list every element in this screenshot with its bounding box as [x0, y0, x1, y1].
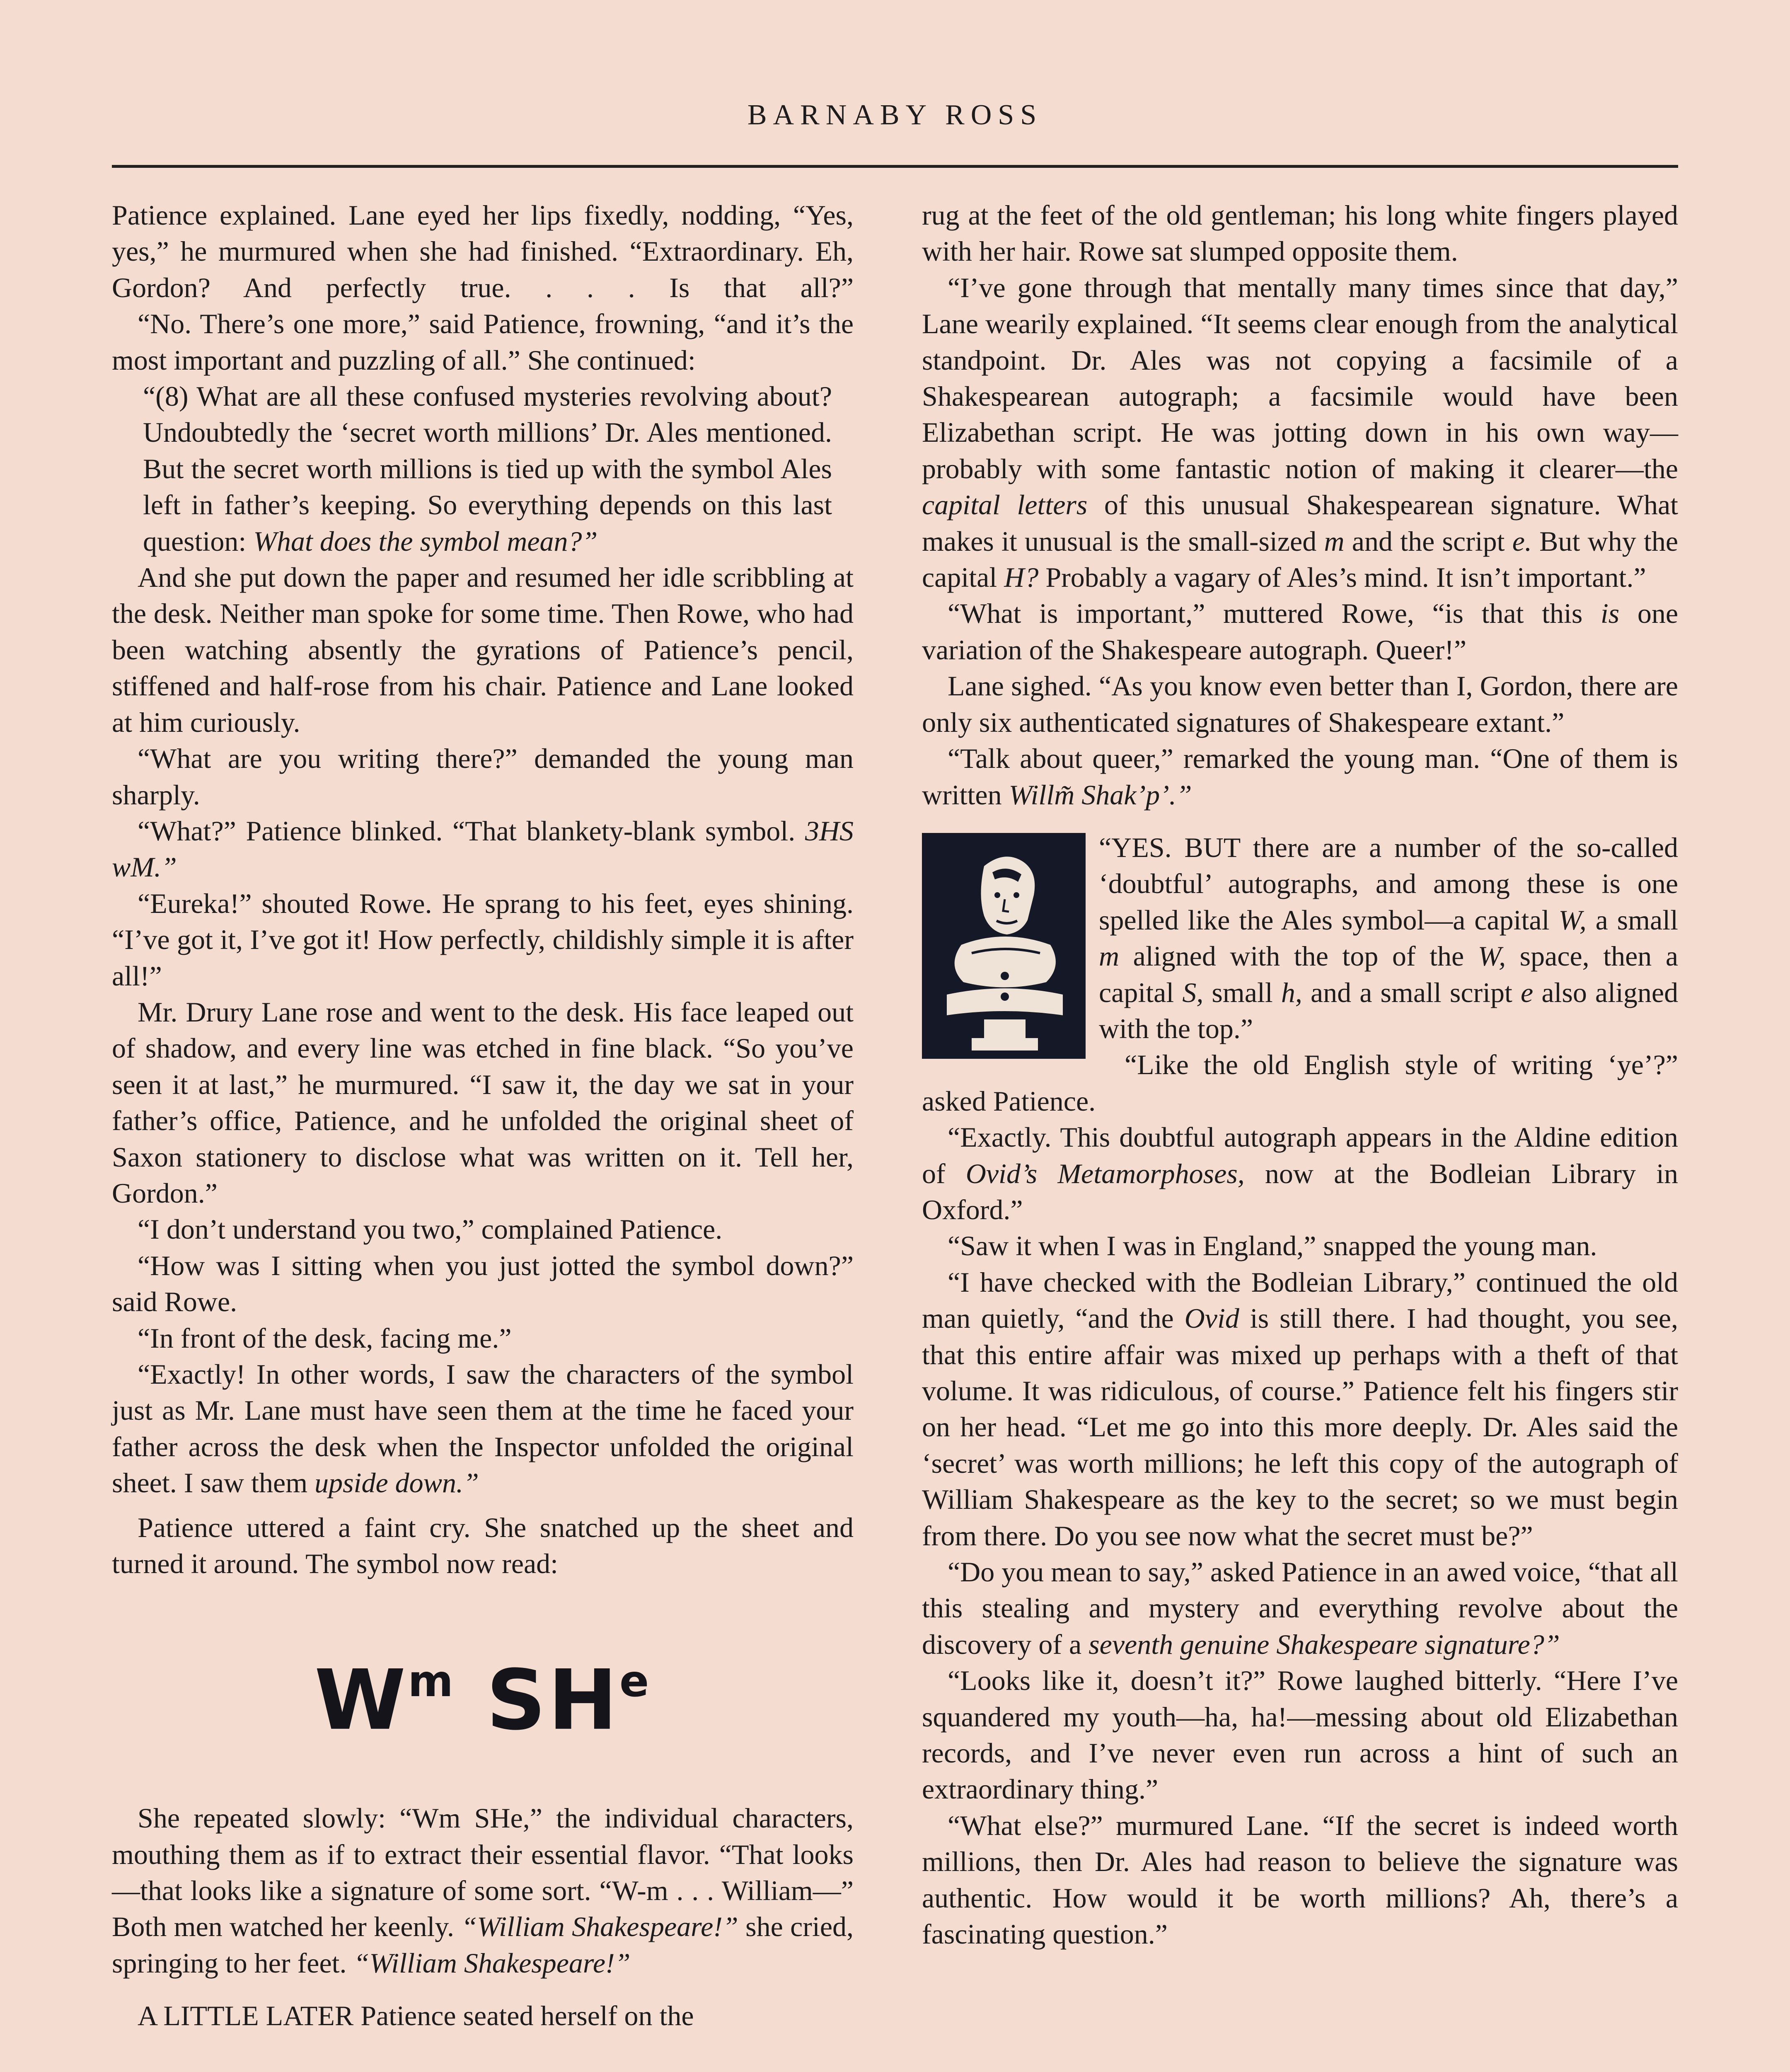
paragraph: A LITTLE LATER Patience seated herself on the — [138, 2000, 694, 2032]
paragraph: “What is important,” muttered Rowe, “is that this is one variation of the Shakespeare autograph. Queer!” — [922, 598, 1679, 666]
paragraph: “Like the old English style of writing ‘ye’?” asked Patience. — [922, 1049, 1678, 1117]
paragraph: “What are you writing there?” demanded the young man sharply. — [112, 743, 854, 811]
paragraph: “Exactly. This doubtful autograph appears in the Aldine edition of Ovid’s Metamorphoses, now at the Bodleian Library in Oxford.” — [922, 1121, 1678, 1225]
paragraph: “How was I sitting when you just jotted the symbol down?” said Rowe. — [112, 1249, 854, 1318]
paragraph: Patience explained. Lane eyed her lips fixedly, nodding, “Yes, yes,” he murmured when she had finished. “Extraordinary. Eh, Gordon? And perfectly true. . . . Is that all?” — [112, 199, 854, 303]
quoted-note: “(8) What are all these confused mysteries revolving about? Undoubtedly the ‘secret worth millions’ Dr. Ales mentioned. But the secret worth millions is tied up with the symbol Ales left in father’s keeping. So everything depends on this last question: What does the symbol mean?” — [143, 380, 832, 557]
paragraph: “What else?” murmured Lane. “If the secret is indeed worth millions, then Dr. Ales had reason to believe the signature was authentic. How would it be worth millions? Ah, there’s a fascinating question.” — [922, 1809, 1678, 1950]
paragraph: Lane sighed. “As you know even better than I, Gordon, there are only six authenticated signatures of Shakespeare extant.” — [922, 670, 1678, 738]
paragraph: “Saw it when I was in England,” snapped the young man. — [948, 1230, 1597, 1262]
header-rule — [112, 165, 1678, 168]
paragraph: “Do you mean to say,” asked Patience in an awed voice, “that all this stealing and mystery and everything revolve about the discovery of a seventh genuine Shakespeare signature?” — [922, 1556, 1678, 1660]
paragraph: “YES. BUT there are a number of the so-called ‘doubtful’ autographs, and among these is one spelled like the Ales symbol—a capital W, a small m aligned with the top of the W, space, then a capital S, small h, and a small script e also aligned with the top.” — [922, 830, 1678, 1047]
paragraph: “No. There’s one more,” said Patience, frowning, “and it’s the most important and puzzling of all.” She continued: — [112, 308, 854, 376]
shakespeare-portrait-icon — [922, 833, 1086, 1059]
paragraph: “Looks like it, doesn’t it?” Rowe laughed bitterly. “Here I’ve squandered my youth—ha, ha!—messing about old Elizabethan records, and I’ve never even run across a hint of such an extraordinary thing.” — [922, 1665, 1678, 1805]
paragraph: “Eureka!” shouted Rowe. He sprang to his feet, eyes shining. “I’ve got it, I’ve got it! How perfectly, childishly simple it is after all!” — [112, 887, 854, 992]
paragraph: Patience uttered a faint cry. She snatched up the sheet and turned it around. The symbol now read: — [112, 1511, 854, 1580]
left-column — [112, 197, 854, 2072]
paragraph: “What?” Patience blinked. “That blankety-blank symbol. 3HS wM.” — [112, 815, 854, 883]
paragraph: “I have checked with the Bodleian Library,” continued the old man quietly, “and the Ovid is still there. I had thought, you see, that this entire affair was mixed up perhaps with a theft of that volume. It was ridiculous, of course.” Patience felt his fingers stir on her head. “Let me go into this more deeply. Dr. Ales said the ‘secret’ was worth millions; he left this copy of the autograph of William Shakespeare as the key to the secret; so we must begin from there. Do you see now what the secret must be?” — [922, 1266, 1679, 1552]
running-title: BARNABY ROSS — [747, 99, 1043, 131]
paragraph: “I don’t understand you two,” complained Patience. — [138, 1213, 723, 1245]
paragraph: “In front of the desk, facing me.” — [138, 1322, 512, 1354]
shakespeare-symbol: $W^m$ $SH^e$ — [314, 1652, 651, 1749]
paragraph: rug at the feet of the old gentleman; his long white fingers played with her hair. Rowe sat slumped opposite them. — [922, 199, 1678, 267]
paragraph: Mr. Drury Lane rose and went to the desk. His face leaped out of shadow, and every line was etched in fine black. “So you’ve seen it at last,” he murmured. “I saw it, the day we sat in your father’s office, Patience, and he unfolded the original sheet of Saxon stationery to disclose what was written on it. Tell her, Gordon.” — [112, 996, 854, 1209]
right-column — [922, 197, 1678, 2072]
paragraph: “I’ve gone through that mentally many times since that day,” Lane wearily explained. “It seems clear enough from the analytical standpoint. Dr. Ales was not copying a facsimile of a Shakespearean autograph; a facsimile would have been Elizabethan script. He was jotting down in his own way—probably with some fantastic notion of making it clearer—the capital letters of this unusual Shakespearean signature. What makes it unusual is the small-sized m and the script e. But why the capital H? Probably a vagary of Ales’s mind. It isn’t important.” — [922, 271, 1679, 593]
paragraph: “Talk about queer,” remarked the young man. “One of them is written Willm̃ Shak’p’.” — [922, 743, 1678, 811]
paragraph: And she put down the paper and resumed her idle scribbling at the desk. Neither man spoke for some time. Then Rowe, who had been watching absently the gyrations of Patience’s pencil, stiffened and half-rose from his chair. Patience and Lane looked at him curiously. — [112, 562, 854, 738]
paragraph: “Exactly! In other words, I saw the characters of the symbol just as Mr. Lane must have seen them at the time he faced your father across the desk when the Inspector unfolded the original sheet. I saw them upside down.” — [112, 1358, 854, 1499]
paragraph: She repeated slowly: “Wm SHe,” the individual characters, mouthing them as if to extract their essential flavor. “That looks—that looks like a signature of some sort. “W-m . . . William—” Both men watched her keenly. “William Shakespeare!” she cried, springing to her feet. “William Shakespeare!” — [112, 1802, 854, 1979]
